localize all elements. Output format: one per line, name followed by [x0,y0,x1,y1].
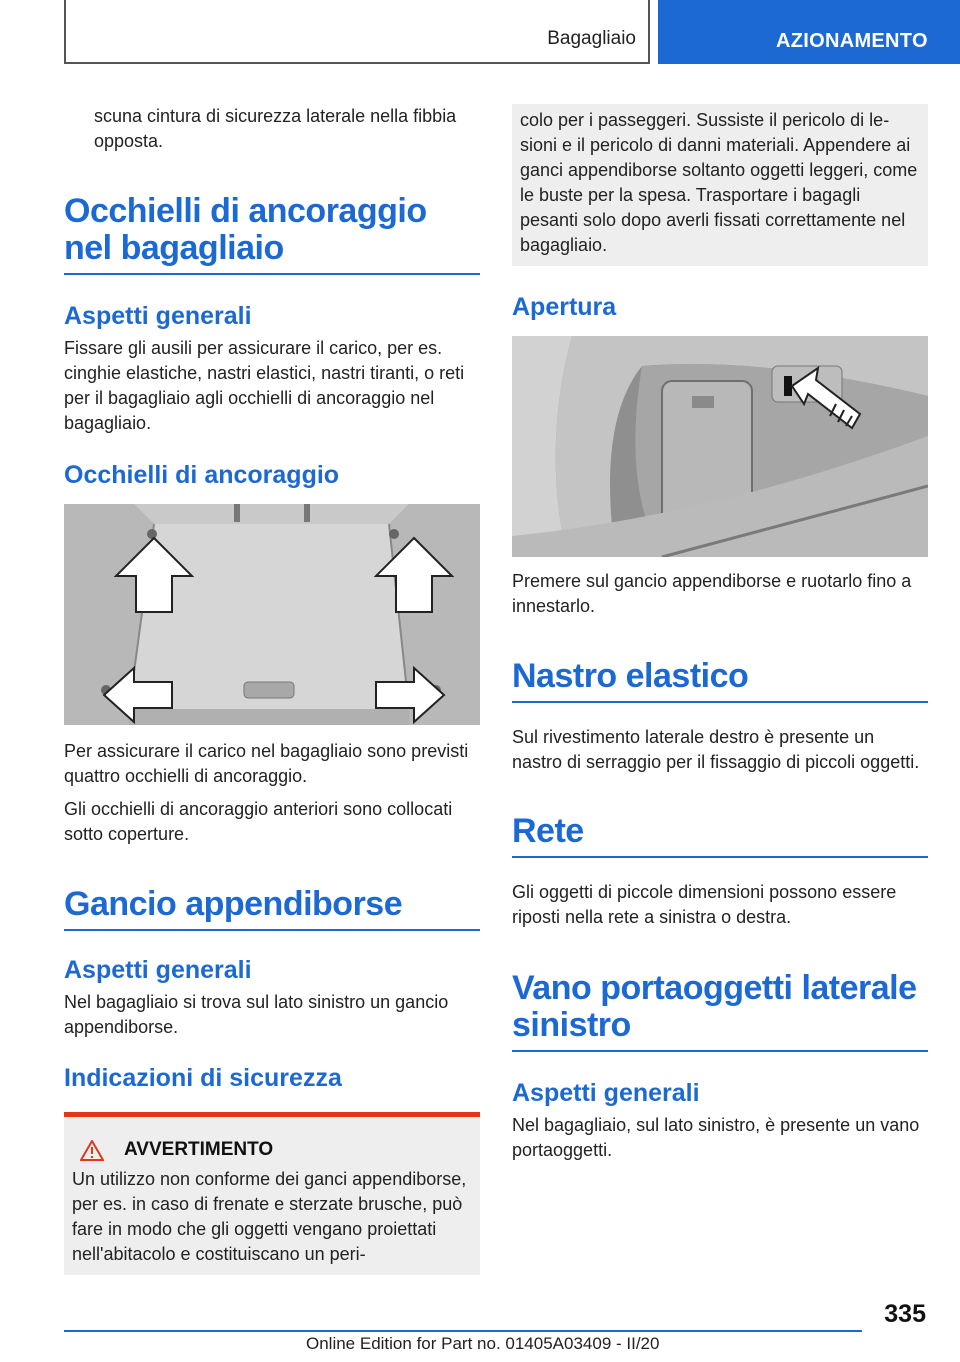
header-section-title: Bagagliaio [547,28,636,49]
elastic-band-paragraph: Sul rivestimento laterale destro è presente un nastro di serraggio per il fissaggio di piccoli oggetti. [512,727,920,772]
header-chapter-tab: AZIONAMENTO [658,0,960,64]
trunk-anchor-eyes-figure [64,504,480,725]
bag-hook-illustration [512,336,928,557]
heading-bag-hook: Gancio appendiborse [64,886,480,931]
anchor-eyes-paragraph-1: Per assicurare il carico nel bagagliaio sono previsti quattro occhielli di ancoraggio. [64,741,469,786]
arrow-icon [374,536,454,614]
page-number: 335 [884,1300,926,1328]
anchor-eyes-paragraph-2: Gli occhielli di ancoraggio anteriori sono collocati sotto coperture. [64,799,453,844]
heading-hook-general: Aspetti generali [64,956,252,984]
storage-paragraph: Nel bagagliaio, sul lato sinistro, è presente un vano portaoggetti. [512,1115,920,1160]
intro-paragraph: scuna cintura di sicurezza laterale nella fibbia opposta. [94,106,457,151]
net-paragraph: Gli oggetti di piccole dimensioni possono essere riposti nella rete a sinistra o destra. [512,882,897,927]
heading-safety: Indicazioni di sicurezza [64,1064,342,1092]
arrow-icon [374,666,446,724]
warning-text-continued: colo per i passeggeri. Sussiste il pericolo di lesioni e il pericolo di danni materiali. Appendere ai ganci appendiborse soltanto oggetti leggeri, come le buste per la spesa. Trasportare i bagagli pesanti solo dopo averli fissati correttamente nel bagagliaio. [520,110,918,255]
heading-net: Rete [512,813,928,858]
arrow-icon [102,666,174,724]
header-section-box [64,0,650,64]
general-paragraph: Fissare gli ausili per assicurare il carico, per es. cinghie elastiche, nastri elastici, nastri tiranti, o reti per il bagagliaio agli occhielli di ancoraggio nel bagagliaio. [64,338,465,433]
warning-text: Un utilizzo non conforme dei ganci appendiborse, per es. in caso di frenate e sterzate brusche, può fare in modo che gli oggetti vengano proiettati nell'abitacolo e costituiscano un peri- [72,1169,467,1264]
heading-anchor-eyes: Occhielli di ancoraggio [64,461,340,489]
heading-left-storage: Vano portaoggetti laterale sinistro [512,970,928,1052]
heading-elastic-band: Nastro elastico [512,658,928,703]
warning-box [64,1112,480,1275]
warning-box-continued [512,104,928,266]
bag-hook-figure [512,336,928,557]
warning-triangle-icon [80,1140,104,1161]
opening-paragraph: Premere sul gancio appendiborse e ruotarlo fino a innestarlo. [512,571,912,616]
heading-storage-general: Aspetti generali [512,1079,700,1107]
heading-general: Aspetti generali [64,302,252,330]
heading-opening: Apertura [512,293,617,321]
left-column [64,104,480,1275]
right-column [512,104,928,1163]
heading-anchor-eyes-trunk: Occhielli di ancoraggio nel bagagliaio [64,193,480,275]
arrow-icon [114,536,194,614]
hook-general-paragraph: Nel bagagliaio si trova sul lato sinistro un gancio appendiborse. [64,992,449,1037]
footer-divider [64,1330,862,1332]
warning-title-row [72,1139,470,1161]
footer-edition: Online Edition for Part no. 01405A03409 - II/20 [306,1334,660,1353]
warning-title: AVVERTIMENTO [124,1139,274,1160]
arrow-icon [782,366,862,436]
